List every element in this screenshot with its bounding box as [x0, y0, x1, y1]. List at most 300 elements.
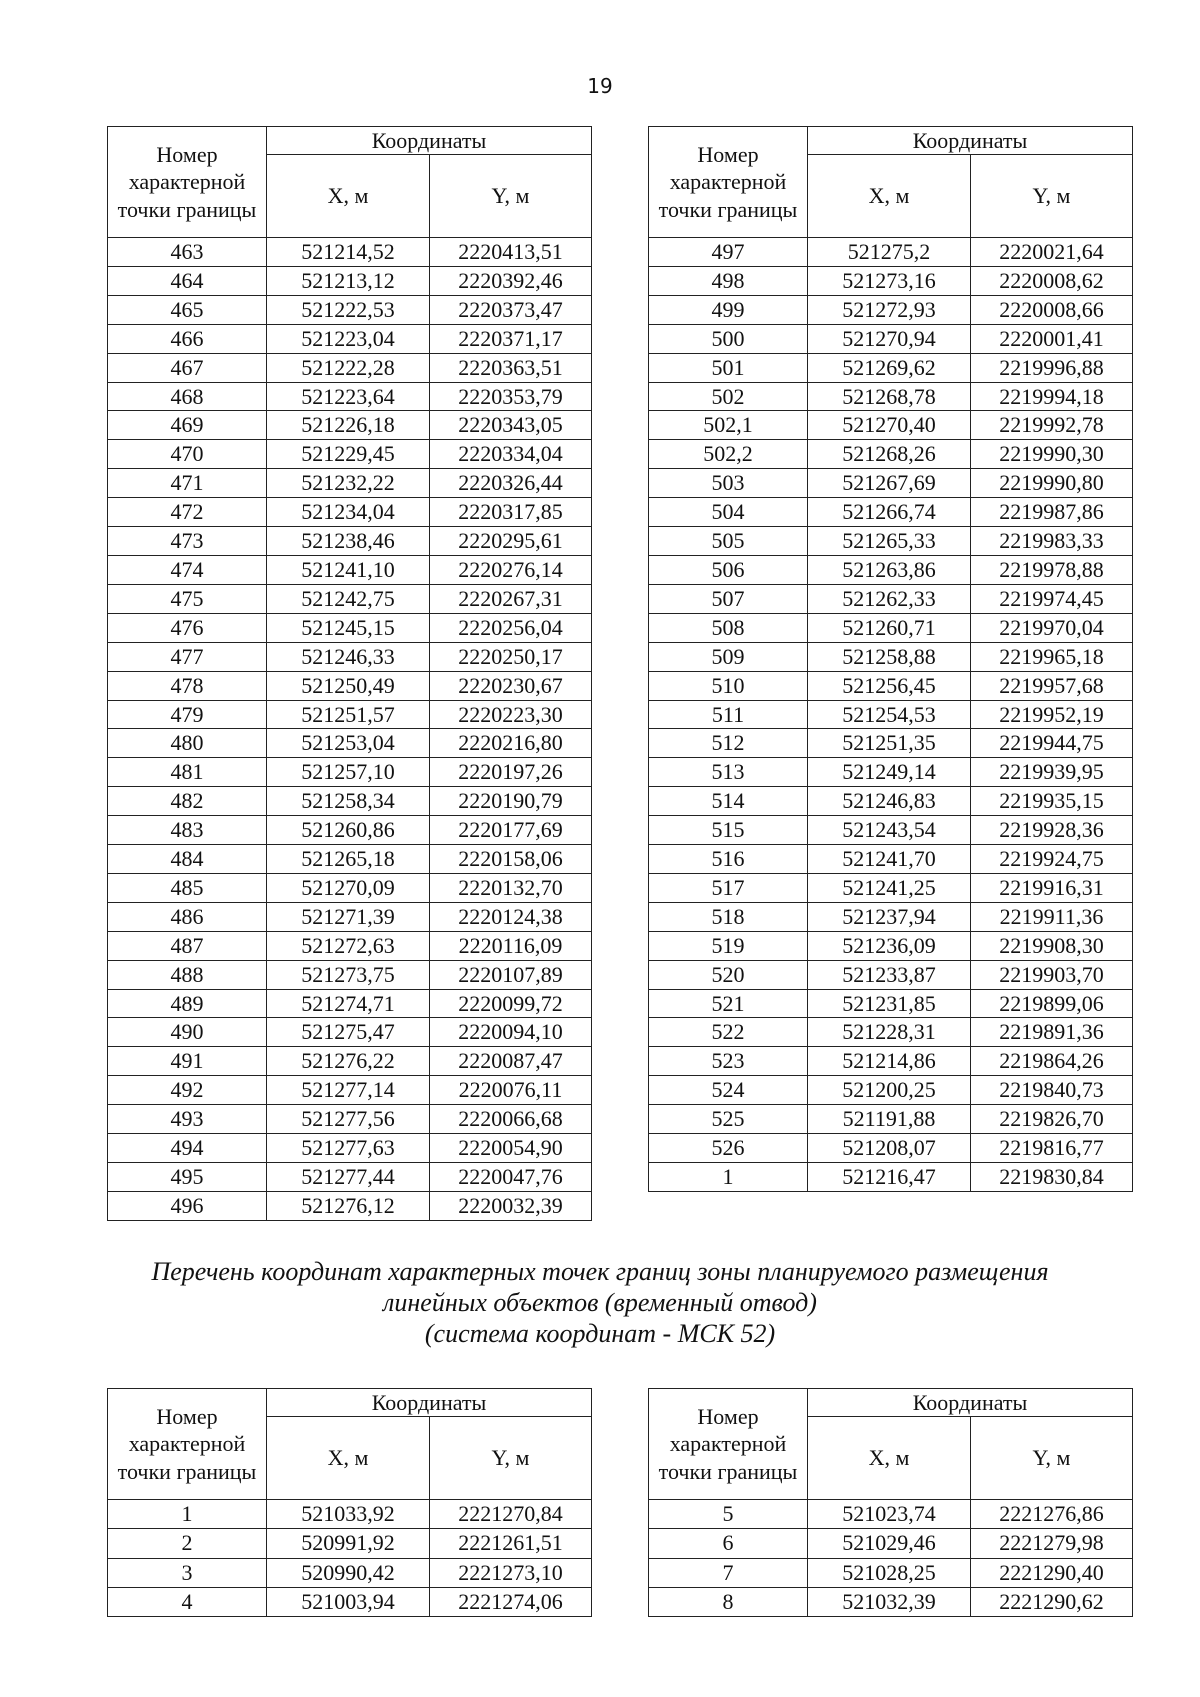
table-row [649, 1500, 1133, 1529]
y-coordinate-cell: 2220276,14 [430, 555, 592, 584]
x-coordinate-cell: 521270,09 [267, 873, 430, 902]
y-coordinate-cell: 2220371,17 [430, 324, 592, 353]
table-row [108, 295, 592, 324]
y-coordinate-cell: 2220116,09 [430, 931, 592, 960]
x-coordinate-cell: 521275,47 [267, 1018, 430, 1047]
point-number-cell: 489 [108, 989, 267, 1018]
point-number-cell: 520 [649, 960, 808, 989]
point-number-cell: 525 [649, 1105, 808, 1134]
y-coordinate-cell: 2219826,70 [971, 1105, 1133, 1134]
y-coordinate-cell: 2219990,30 [971, 440, 1133, 469]
x-coordinate-cell: 521028,25 [808, 1558, 971, 1587]
x-header: X, м [267, 155, 430, 238]
x-coordinate-cell: 521270,94 [808, 324, 971, 353]
point-number-header: Номер характерной точки границы [108, 1389, 267, 1500]
y-coordinate-cell: 2219939,95 [971, 758, 1133, 787]
point-number-cell: 524 [649, 1076, 808, 1105]
coordinates-header: Координаты [808, 127, 1133, 155]
point-number-cell: 471 [108, 469, 267, 498]
table-row [108, 845, 592, 874]
y-coordinate-cell: 2219970,04 [971, 613, 1133, 642]
table-row [108, 1500, 592, 1529]
coordinates-table-bottom-right [648, 1388, 1133, 1617]
point-number-cell: 500 [649, 324, 808, 353]
y-coordinate-cell: 2219916,31 [971, 873, 1133, 902]
y-coordinate-cell: 2220326,44 [430, 469, 592, 498]
x-coordinate-cell: 521266,74 [808, 498, 971, 527]
x-coordinate-cell: 521191,88 [808, 1105, 971, 1134]
x-coordinate-cell: 521250,49 [267, 671, 430, 700]
y-coordinate-cell: 2221276,86 [971, 1500, 1133, 1529]
y-coordinate-cell: 2220343,05 [430, 411, 592, 440]
y-coordinate-cell: 2220066,68 [430, 1105, 592, 1134]
x-coordinate-cell: 521249,14 [808, 758, 971, 787]
y-header: Y, м [430, 1417, 592, 1500]
x-coordinate-cell: 521253,04 [267, 729, 430, 758]
table-row [649, 758, 1133, 787]
x-coordinate-cell: 521263,86 [808, 555, 971, 584]
y-coordinate-cell: 2220094,10 [430, 1018, 592, 1047]
table-row [649, 845, 1133, 874]
point-number-cell: 505 [649, 527, 808, 556]
x-coordinate-cell: 521277,44 [267, 1163, 430, 1192]
table-row [649, 411, 1133, 440]
point-number-cell: 5 [649, 1500, 808, 1529]
table-row [108, 1163, 592, 1192]
table-body [108, 238, 592, 1221]
table-row [108, 729, 592, 758]
coordinates-header: Координаты [267, 1389, 592, 1417]
x-coordinate-cell: 521277,56 [267, 1105, 430, 1134]
point-number-header: Номер характерной точки границы [108, 127, 267, 238]
table-row [649, 787, 1133, 816]
table-row [108, 411, 592, 440]
table-row [649, 498, 1133, 527]
y-coordinate-cell: 2219983,33 [971, 527, 1133, 556]
table-row [649, 1018, 1133, 1047]
y-coordinate-cell: 2221290,62 [971, 1587, 1133, 1616]
table-row [649, 324, 1133, 353]
y-coordinate-cell: 2220317,85 [430, 498, 592, 527]
point-number-cell: 521 [649, 989, 808, 1018]
x-coordinate-cell: 521272,63 [267, 931, 430, 960]
y-coordinate-cell: 2220021,64 [971, 238, 1133, 267]
y-coordinate-cell: 2220008,66 [971, 295, 1133, 324]
point-number-cell: 1 [108, 1500, 267, 1529]
y-coordinate-cell: 2219830,84 [971, 1163, 1133, 1192]
table-row [649, 1105, 1133, 1134]
x-coordinate-cell: 521260,86 [267, 816, 430, 845]
point-number-cell: 516 [649, 845, 808, 874]
x-coordinate-cell: 521258,88 [808, 642, 971, 671]
point-number-cell: 6 [649, 1529, 808, 1558]
point-number-cell: 512 [649, 729, 808, 758]
table-row [649, 671, 1133, 700]
point-number-cell: 484 [108, 845, 267, 874]
point-number-cell: 515 [649, 816, 808, 845]
table-row [649, 989, 1133, 1018]
y-coordinate-cell: 2221270,84 [430, 1500, 592, 1529]
point-number-cell: 466 [108, 324, 267, 353]
table-row [649, 700, 1133, 729]
x-coordinate-cell: 521242,75 [267, 584, 430, 613]
x-coordinate-cell: 521222,53 [267, 295, 430, 324]
point-number-cell: 492 [108, 1076, 267, 1105]
x-coordinate-cell: 521213,12 [267, 266, 430, 295]
table-row [108, 238, 592, 267]
table-row [108, 671, 592, 700]
x-coordinate-cell: 521256,45 [808, 671, 971, 700]
y-coordinate-cell: 2220373,47 [430, 295, 592, 324]
coordinates-header: Координаты [808, 1389, 1133, 1417]
y-coordinate-cell: 2220256,04 [430, 613, 592, 642]
point-number-cell: 465 [108, 295, 267, 324]
x-coordinate-cell: 521265,18 [267, 845, 430, 874]
table-row [108, 469, 592, 498]
coordinates-header: Координаты [267, 127, 592, 155]
point-number-cell: 498 [649, 266, 808, 295]
table-body [108, 1500, 592, 1617]
x-coordinate-cell: 521272,93 [808, 295, 971, 324]
table-row [649, 527, 1133, 556]
y-coordinate-cell: 2219978,88 [971, 555, 1133, 584]
y-coordinate-cell: 2220267,31 [430, 584, 592, 613]
x-coordinate-cell: 521200,25 [808, 1076, 971, 1105]
point-number-cell: 463 [108, 238, 267, 267]
table-row [108, 1076, 592, 1105]
table-row [649, 729, 1133, 758]
y-coordinate-cell: 2219928,36 [971, 816, 1133, 845]
x-coordinate-cell: 521270,40 [808, 411, 971, 440]
y-coordinate-cell: 2219924,75 [971, 845, 1133, 874]
table-row [649, 1134, 1133, 1163]
table-row [649, 642, 1133, 671]
table-row [108, 266, 592, 295]
table-row [649, 295, 1133, 324]
table-row [649, 960, 1133, 989]
x-coordinate-cell: 521251,35 [808, 729, 971, 758]
y-coordinate-cell: 2220177,69 [430, 816, 592, 845]
y-coordinate-cell: 2219994,18 [971, 382, 1133, 411]
table-row [649, 1076, 1133, 1105]
point-number-cell: 496 [108, 1191, 267, 1220]
x-coordinate-cell: 521231,85 [808, 989, 971, 1018]
table-row [649, 1587, 1133, 1616]
x-coordinate-cell: 521268,26 [808, 440, 971, 469]
y-coordinate-cell: 2220054,90 [430, 1134, 592, 1163]
table-row [108, 324, 592, 353]
point-number-cell: 479 [108, 700, 267, 729]
x-coordinate-cell: 521236,09 [808, 931, 971, 960]
y-coordinate-cell: 2220124,38 [430, 902, 592, 931]
point-number-cell: 482 [108, 787, 267, 816]
y-coordinate-cell: 2221274,06 [430, 1587, 592, 1616]
y-header: Y, м [971, 1417, 1133, 1500]
x-coordinate-cell: 521241,10 [267, 555, 430, 584]
x-coordinate-cell: 521232,22 [267, 469, 430, 498]
x-coordinate-cell: 521033,92 [267, 1500, 430, 1529]
x-coordinate-cell: 521277,14 [267, 1076, 430, 1105]
x-coordinate-cell: 521003,94 [267, 1587, 430, 1616]
x-coordinate-cell: 521243,54 [808, 816, 971, 845]
point-number-cell: 481 [108, 758, 267, 787]
x-coordinate-cell: 521276,22 [267, 1047, 430, 1076]
y-coordinate-cell: 2219996,88 [971, 353, 1133, 382]
table-row [649, 555, 1133, 584]
x-coordinate-cell: 521260,71 [808, 613, 971, 642]
y-coordinate-cell: 2220047,76 [430, 1163, 592, 1192]
y-coordinate-cell: 2220087,47 [430, 1047, 592, 1076]
x-header: X, м [808, 1417, 971, 1500]
point-number-cell: 476 [108, 613, 267, 642]
point-number-cell: 480 [108, 729, 267, 758]
x-coordinate-cell: 521241,70 [808, 845, 971, 874]
table-row [649, 266, 1133, 295]
coordinates-table-bottom-left [107, 1388, 592, 1617]
point-number-cell: 486 [108, 902, 267, 931]
table-row [108, 816, 592, 845]
table-row [108, 584, 592, 613]
table-row [108, 960, 592, 989]
table-row [108, 758, 592, 787]
y-coordinate-cell: 2220008,62 [971, 266, 1133, 295]
point-number-cell: 491 [108, 1047, 267, 1076]
x-coordinate-cell: 521233,87 [808, 960, 971, 989]
point-number-cell: 502,1 [649, 411, 808, 440]
x-coordinate-cell: 521254,53 [808, 700, 971, 729]
point-number-cell: 470 [108, 440, 267, 469]
y-coordinate-cell: 2220032,39 [430, 1191, 592, 1220]
y-coordinate-cell: 2221273,10 [430, 1558, 592, 1587]
x-coordinate-cell: 521226,18 [267, 411, 430, 440]
x-header: X, м [267, 1417, 430, 1500]
y-coordinate-cell: 2220190,79 [430, 787, 592, 816]
point-number-cell: 508 [649, 613, 808, 642]
y-coordinate-cell: 2220197,26 [430, 758, 592, 787]
x-coordinate-cell: 521274,71 [267, 989, 430, 1018]
table-row [649, 353, 1133, 382]
point-number-cell: 488 [108, 960, 267, 989]
y-coordinate-cell: 2220132,70 [430, 873, 592, 902]
point-number-cell: 1 [649, 1163, 808, 1192]
table-row [108, 1587, 592, 1616]
table-row [108, 527, 592, 556]
table-row [108, 873, 592, 902]
point-number-cell: 485 [108, 873, 267, 902]
x-coordinate-cell: 521228,31 [808, 1018, 971, 1047]
y-coordinate-cell: 2219816,77 [971, 1134, 1133, 1163]
table-row [649, 902, 1133, 931]
point-number-cell: 507 [649, 584, 808, 613]
x-coordinate-cell: 521216,47 [808, 1163, 971, 1192]
point-number-cell: 477 [108, 642, 267, 671]
table-row [649, 1047, 1133, 1076]
y-coordinate-cell: 2221279,98 [971, 1529, 1133, 1558]
y-coordinate-cell: 2219908,30 [971, 931, 1133, 960]
point-number-cell: 502 [649, 382, 808, 411]
y-coordinate-cell: 2219952,19 [971, 700, 1133, 729]
y-coordinate-cell: 2220158,06 [430, 845, 592, 874]
y-coordinate-cell: 2219903,70 [971, 960, 1133, 989]
y-coordinate-cell: 2220295,61 [430, 527, 592, 556]
point-number-cell: 518 [649, 902, 808, 931]
point-number-cell: 504 [649, 498, 808, 527]
table-row [108, 555, 592, 584]
point-number-cell: 475 [108, 584, 267, 613]
x-coordinate-cell: 521223,04 [267, 324, 430, 353]
point-number-cell: 522 [649, 1018, 808, 1047]
caption-line-3: (система координат - МСК 52) [424, 1319, 776, 1348]
y-coordinate-cell: 2220223,30 [430, 700, 592, 729]
table-row [649, 469, 1133, 498]
point-number-cell: 8 [649, 1587, 808, 1616]
table-body [649, 1500, 1133, 1617]
y-coordinate-cell: 2219992,78 [971, 411, 1133, 440]
x-coordinate-cell: 521267,69 [808, 469, 971, 498]
point-number-cell: 523 [649, 1047, 808, 1076]
x-coordinate-cell: 521271,39 [267, 902, 430, 931]
point-number-cell: 513 [649, 758, 808, 787]
point-number-cell: 490 [108, 1018, 267, 1047]
table-row [108, 353, 592, 382]
table-row [108, 613, 592, 642]
caption-line-2: линейных объектов (временный отвод) [383, 1288, 817, 1317]
x-coordinate-cell: 521265,33 [808, 527, 971, 556]
point-number-cell: 517 [649, 873, 808, 902]
y-coordinate-cell: 2220334,04 [430, 440, 592, 469]
table-row [649, 1163, 1133, 1192]
x-coordinate-cell: 521214,52 [267, 238, 430, 267]
y-coordinate-cell: 2219899,06 [971, 989, 1133, 1018]
y-coordinate-cell: 2219935,15 [971, 787, 1133, 816]
table-body [649, 238, 1133, 1192]
y-coordinate-cell: 2219891,36 [971, 1018, 1133, 1047]
table-row [108, 1134, 592, 1163]
point-number-cell: 509 [649, 642, 808, 671]
x-coordinate-cell: 521268,78 [808, 382, 971, 411]
coordinates-table-top-right [648, 126, 1133, 1192]
x-coordinate-cell: 521257,10 [267, 758, 430, 787]
section-caption [80, 1256, 1120, 1349]
table-row [108, 498, 592, 527]
y-coordinate-cell: 2220107,89 [430, 960, 592, 989]
point-number-cell: 487 [108, 931, 267, 960]
point-number-cell: 464 [108, 266, 267, 295]
table-row [108, 1191, 592, 1220]
table-row [649, 931, 1133, 960]
table-row [649, 584, 1133, 613]
x-coordinate-cell: 521237,94 [808, 902, 971, 931]
x-coordinate-cell: 521032,39 [808, 1587, 971, 1616]
table-row [649, 238, 1133, 267]
y-coordinate-cell: 2220076,11 [430, 1076, 592, 1105]
table-row [649, 873, 1133, 902]
x-coordinate-cell: 521273,75 [267, 960, 430, 989]
point-number-cell: 511 [649, 700, 808, 729]
point-number-cell: 503 [649, 469, 808, 498]
point-number-cell: 501 [649, 353, 808, 382]
x-coordinate-cell: 521258,34 [267, 787, 430, 816]
point-number-cell: 474 [108, 555, 267, 584]
x-coordinate-cell: 521241,25 [808, 873, 971, 902]
x-coordinate-cell: 521234,04 [267, 498, 430, 527]
y-coordinate-cell: 2219987,86 [971, 498, 1133, 527]
point-number-cell: 506 [649, 555, 808, 584]
point-number-cell: 494 [108, 1134, 267, 1163]
y-coordinate-cell: 2219911,36 [971, 902, 1133, 931]
table-row [108, 1529, 592, 1558]
x-coordinate-cell: 521246,83 [808, 787, 971, 816]
x-coordinate-cell: 521223,64 [267, 382, 430, 411]
y-header: Y, м [971, 155, 1133, 238]
x-coordinate-cell: 521029,46 [808, 1529, 971, 1558]
table-row [649, 440, 1133, 469]
table-row [108, 787, 592, 816]
point-number-cell: 497 [649, 238, 808, 267]
x-coordinate-cell: 520990,42 [267, 1558, 430, 1587]
table-row [108, 642, 592, 671]
point-number-cell: 4 [108, 1587, 267, 1616]
table-row [108, 1047, 592, 1076]
y-coordinate-cell: 2220099,72 [430, 989, 592, 1018]
point-number-cell: 7 [649, 1558, 808, 1587]
y-coordinate-cell: 2220392,46 [430, 266, 592, 295]
point-number-header: Номер характерной точки границы [649, 127, 808, 238]
y-coordinate-cell: 2219864,26 [971, 1047, 1133, 1076]
y-coordinate-cell: 2220216,80 [430, 729, 592, 758]
page-number: 19 [587, 74, 613, 98]
table-row [649, 1558, 1133, 1587]
x-coordinate-cell: 521269,62 [808, 353, 971, 382]
point-number-cell: 519 [649, 931, 808, 960]
table-row [108, 1558, 592, 1587]
point-number-cell: 493 [108, 1105, 267, 1134]
y-coordinate-cell: 2220001,41 [971, 324, 1133, 353]
table-row [649, 382, 1133, 411]
table-row [108, 382, 592, 411]
table-row [108, 989, 592, 1018]
y-coordinate-cell: 2219990,80 [971, 469, 1133, 498]
y-coordinate-cell: 2219974,45 [971, 584, 1133, 613]
y-coordinate-cell: 2220363,51 [430, 353, 592, 382]
table-row [108, 1018, 592, 1047]
x-coordinate-cell: 521208,07 [808, 1134, 971, 1163]
x-coordinate-cell: 521245,15 [267, 613, 430, 642]
table-row [649, 816, 1133, 845]
table-row [108, 931, 592, 960]
point-number-header: Номер характерной точки границы [649, 1389, 808, 1500]
y-coordinate-cell: 2219957,68 [971, 671, 1133, 700]
y-header: Y, м [430, 155, 592, 238]
x-coordinate-cell: 521262,33 [808, 584, 971, 613]
point-number-cell: 3 [108, 1558, 267, 1587]
x-coordinate-cell: 521214,86 [808, 1047, 971, 1076]
point-number-cell: 473 [108, 527, 267, 556]
y-coordinate-cell: 2219944,75 [971, 729, 1133, 758]
x-coordinate-cell: 521246,33 [267, 642, 430, 671]
x-coordinate-cell: 521222,28 [267, 353, 430, 382]
point-number-cell: 502,2 [649, 440, 808, 469]
y-coordinate-cell: 2219840,73 [971, 1076, 1133, 1105]
point-number-cell: 2 [108, 1529, 267, 1558]
y-coordinate-cell: 2221290,40 [971, 1558, 1133, 1587]
x-coordinate-cell: 520991,92 [267, 1529, 430, 1558]
y-coordinate-cell: 2220353,79 [430, 382, 592, 411]
point-number-cell: 468 [108, 382, 267, 411]
y-coordinate-cell: 2220413,51 [430, 238, 592, 267]
y-coordinate-cell: 2220250,17 [430, 642, 592, 671]
caption-line-1: Перечень координат характерных точек границ зоны планируемого размещения [151, 1257, 1049, 1286]
